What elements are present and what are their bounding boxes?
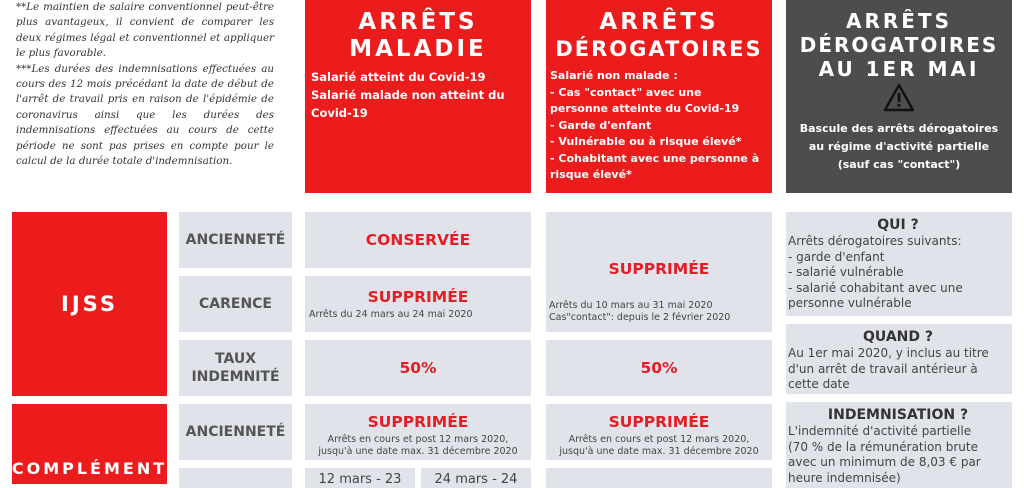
cell-derog-comp-note2: jusqu'à une date max. 31 décembre 2020 <box>559 446 759 457</box>
cell-derog-note2: Cas"contact": depuis le 2 février 2020 <box>549 312 731 323</box>
cell-derog-next <box>546 468 772 488</box>
header-maladie-line: Salarié malade non atteint du <box>311 88 505 102</box>
cell-derog-taux <box>546 340 772 396</box>
box-qui <box>786 212 1012 316</box>
header-maladie-line: Salarié atteint du Covid-19 <box>311 70 486 84</box>
box-qui-line: - garde d'enfant <box>788 249 885 264</box>
header-maladie-title-1: ARRÊTS <box>358 9 478 35</box>
cell-derog-anciennete-carence <box>546 212 772 332</box>
footnote-durations: ***Les durées des indemnisations effectuées au cours des 12 mois précédant la date de début de l'arrêt de travail pris en raison de l'épidémie de coronavirus ainsi que les durées des indemnisations effectuées au cours de cette période ne sont pas prises en compte pour le calcul de la durée totale d'indemnisation. <box>16 62 274 168</box>
header-arrets-maladie <box>305 0 531 193</box>
box-quand-line: d'un arrêt de travail antérieur à <box>788 361 978 376</box>
header-mai-title-1: ARRÊTS <box>846 9 952 33</box>
header-derog-line: Salarié non malade : <box>550 69 678 82</box>
box-qui-line: personne vulnérable <box>788 296 912 310</box>
header-mai-title-2: DÉROGATOIRES <box>799 33 999 57</box>
cell-maladie-anciennete-value: CONSERVÉE <box>365 231 471 249</box>
cell-split-left <box>305 468 415 488</box>
row-label-anciennete: ANCIENNETÉ <box>179 212 292 268</box>
header-derog-title-1: ARRÊTS <box>599 9 719 35</box>
header-maladie-line: Covid-19 <box>311 106 368 120</box>
header-derog-line: risque élevé* <box>550 168 632 181</box>
cell-derog-taux-value: 50% <box>640 359 678 377</box>
header-mai-line: Bascule des arrêts dérogatoires <box>799 122 999 135</box>
cell-maladie-comp-note1: Arrêts en cours et post 12 mars 2020, <box>327 434 509 445</box>
header-derog-line: - Garde d'enfant <box>550 118 652 132</box>
cell-maladie-carence-value: SUPPRIMÉE <box>367 288 469 306</box>
footnote-block <box>16 0 274 169</box>
section-ijss: IJSS <box>12 212 167 396</box>
box-indem-line: L'indemnité d'activité partielle <box>788 424 972 438</box>
row-label-taux-line1: TAUX <box>214 351 257 367</box>
header-arrets-derogatoires-1er-mai <box>786 0 1012 193</box>
row-label-next <box>179 468 292 488</box>
header-derog-line: personne atteinte du Covid-19 <box>550 102 740 115</box>
box-indem-line: avec un minimum de 8,03 € par <box>788 455 981 469</box>
cell-derog-comp-note1: Arrêts en cours et post 12 mars 2020, <box>568 434 750 445</box>
header-derog-line: - Vulnérable ou à risque élevé* <box>550 135 742 148</box>
row-label-taux-line2: INDEMNITÉ <box>191 369 280 385</box>
box-qui-line: - salarié cohabitant avec une <box>788 280 963 295</box>
cell-maladie-comp-note2: jusqu'à une date max. 31 décembre 2020 <box>318 446 518 457</box>
header-maladie-title-2: MALADIE <box>349 36 487 62</box>
box-indem-title: INDEMNISATION ? <box>827 407 969 423</box>
cell-derog-note1: Arrêts du 10 mars au 31 mai 2020 <box>549 300 713 311</box>
box-indemnisation <box>786 402 1012 488</box>
header-mai-line: (sauf cas "contact") <box>837 158 961 171</box>
header-derog-title-2: DÉROGATOIRES <box>555 37 763 61</box>
cell-maladie-carence-note: Arrêts du 24 mars au 24 mai 2020 <box>309 309 473 320</box>
box-quand-title: QUAND ? <box>862 329 933 345</box>
box-indem-line: (70 % de la rémunération brute <box>788 439 978 454</box>
box-quand-line: Au 1er mai 2020, y inclus au titre <box>788 346 989 360</box>
cell-derog-value: SUPPRIMÉE <box>608 260 710 278</box>
header-mai-line: au régime d'activité partielle <box>808 140 990 153</box>
header-derog-line: - Cas "contact" avec une <box>550 85 702 99</box>
cell-maladie-taux <box>305 340 531 396</box>
cell-maladie-comp-value: SUPPRIMÉE <box>367 413 469 431</box>
box-qui-line: Arrêts dérogatoires suivants: <box>788 234 962 248</box>
cell-split-right <box>421 468 531 488</box>
box-quand <box>786 324 1012 394</box>
row-label-taux-indemnite <box>179 340 292 396</box>
cell-maladie-complement-anciennete <box>305 404 531 460</box>
box-indem-line: heure indemnisée) <box>788 470 901 485</box>
header-derog-line: - Cohabitant avec une personne à <box>550 151 760 165</box>
cell-derog-complement-anciennete <box>546 404 772 460</box>
cell-maladie-carence <box>305 276 531 332</box>
cell-maladie-taux-value: 50% <box>399 359 437 377</box>
cell-split-left-text: 12 mars - 23 <box>318 472 402 487</box>
section-complement: COMPLÉMENT <box>12 404 167 484</box>
cell-derog-comp-value: SUPPRIMÉE <box>608 413 710 431</box>
footnote-conventional: **Le maintien de salaire conventionnel peut-être plus avantageux, il convient de comparer les deux régimes légal et conventionnel et appliquer le plus favorable. <box>16 1 274 60</box>
header-arrets-derogatoires <box>546 0 772 193</box>
header-mai-title-3: AU 1ER MAI <box>818 57 980 81</box>
row-label-anciennete-complement: ANCIENNETÉ <box>179 404 292 460</box>
warning-icon <box>786 83 1012 117</box>
box-qui-title: QUI ? <box>877 217 919 233</box>
cell-maladie-anciennete <box>305 212 531 268</box>
cell-split-right-text: 24 mars - 24 <box>434 472 518 487</box>
box-quand-line: cette date <box>788 377 850 391</box>
box-qui-line: - salarié vulnérable <box>788 265 904 279</box>
row-label-carence: CARENCE <box>179 276 292 332</box>
